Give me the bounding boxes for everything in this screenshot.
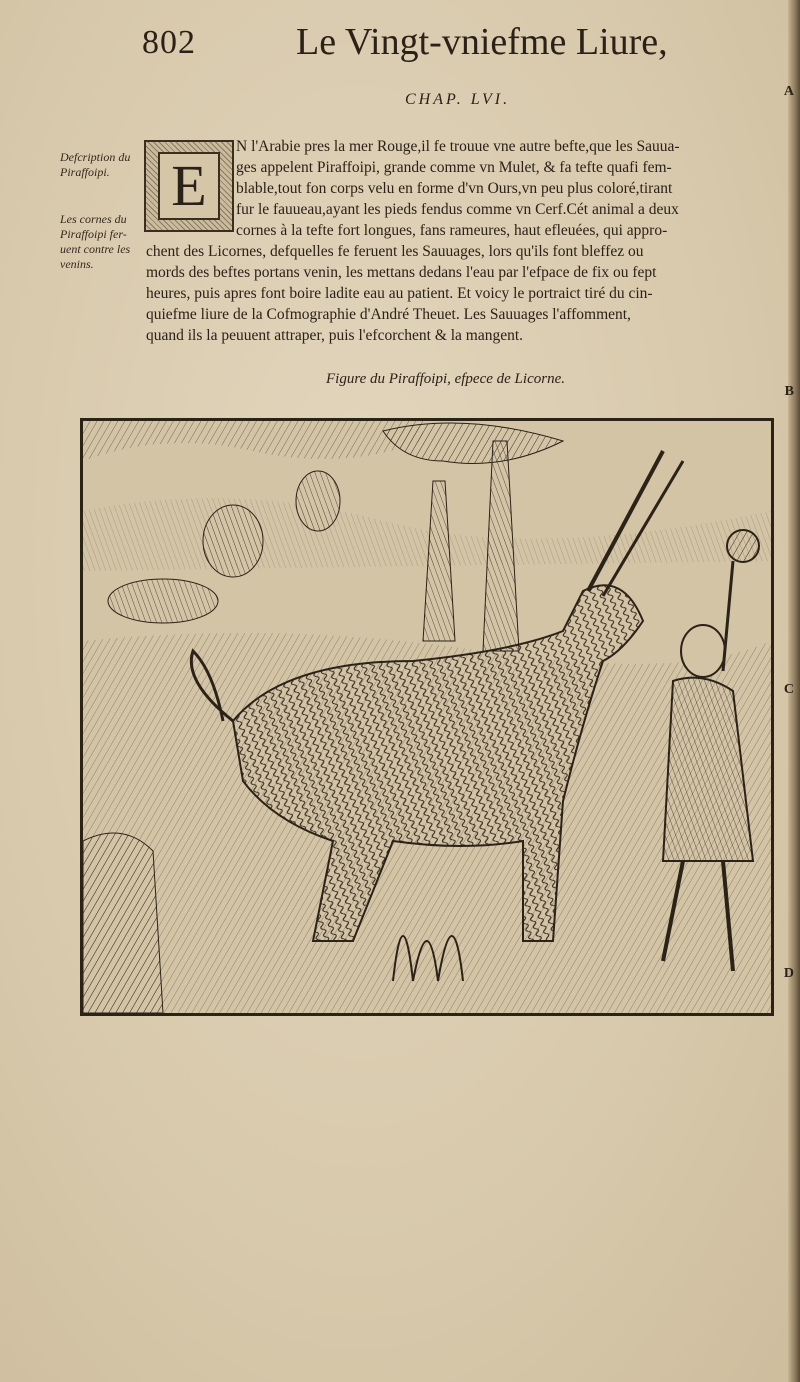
chapter-heading: CHAP. LVI.: [405, 91, 511, 108]
woodcut-illustration: [80, 418, 774, 1016]
hunter-head: [681, 625, 725, 677]
decorated-initial-letter: E: [158, 152, 220, 220]
body-line-9: quiefme liure de la Cofmographie d'André Theuet. Les Sauuages l'affomment,: [146, 306, 631, 323]
body-line-4: fur le fauueau,ayant les pieds fendus comme vn Cerf.Cét animal a deux: [236, 201, 679, 218]
figure-caption: Figure du Piraffoipi, efpece de Licorne.: [326, 371, 565, 387]
margin-note-horns: Les cornes du Piraffoipi fer- uent contre les venins.: [60, 212, 131, 271]
hunter-club: [727, 530, 759, 562]
margin-note-description: Defcription du Piraffoipi.: [60, 150, 131, 179]
woodcut-drawing: [83, 421, 771, 1013]
body-line-10: quand ils la peuuent attraper, puis l'efcorchent & la mangent.: [146, 327, 524, 344]
page-number: 802: [142, 24, 196, 61]
distant-hunter: [296, 471, 340, 531]
body-line-1: N l'Arabie pres la mer Rouge,il fe trouue vne autre befte,que les Sauua-: [236, 138, 680, 155]
decorated-initial: [144, 140, 234, 232]
body-line-6: chent des Licornes, defquelles fe feruent les Sauuages, lors qu'ils font bleffez ou: [146, 243, 644, 260]
edge-marker-d: D: [783, 966, 794, 981]
body-line-7: mords des beftes portans venin, les mettans dedans l'eau par l'efpace de fix ou fept: [146, 264, 657, 281]
body-line-2: ges appelent Piraffoipi, grande comme vn Mulet, & fa tefte quafi fem-: [236, 159, 672, 176]
edge-marker-b: B: [784, 384, 794, 399]
body-line-5: cornes à la tefte fort longues, fans rameures, haut efleuées, qui appro-: [236, 222, 668, 239]
body-line-3: blable,tout fon corps velu en forme d'vn Ours,vn peu plus coloré,tirant: [236, 180, 673, 197]
fallen-beast: [108, 579, 218, 623]
running-title: Le Vingt-vniefme Liure,: [296, 21, 668, 63]
body-line-8: heures, puis apres font boire ladite eau au patient. Et voicy le portraict tiré du cin-: [146, 285, 653, 302]
hunter-with-spear: [203, 505, 263, 577]
edge-marker-c: C: [783, 682, 794, 697]
edge-marker-a: A: [783, 84, 794, 99]
left-bush: [83, 833, 163, 1013]
